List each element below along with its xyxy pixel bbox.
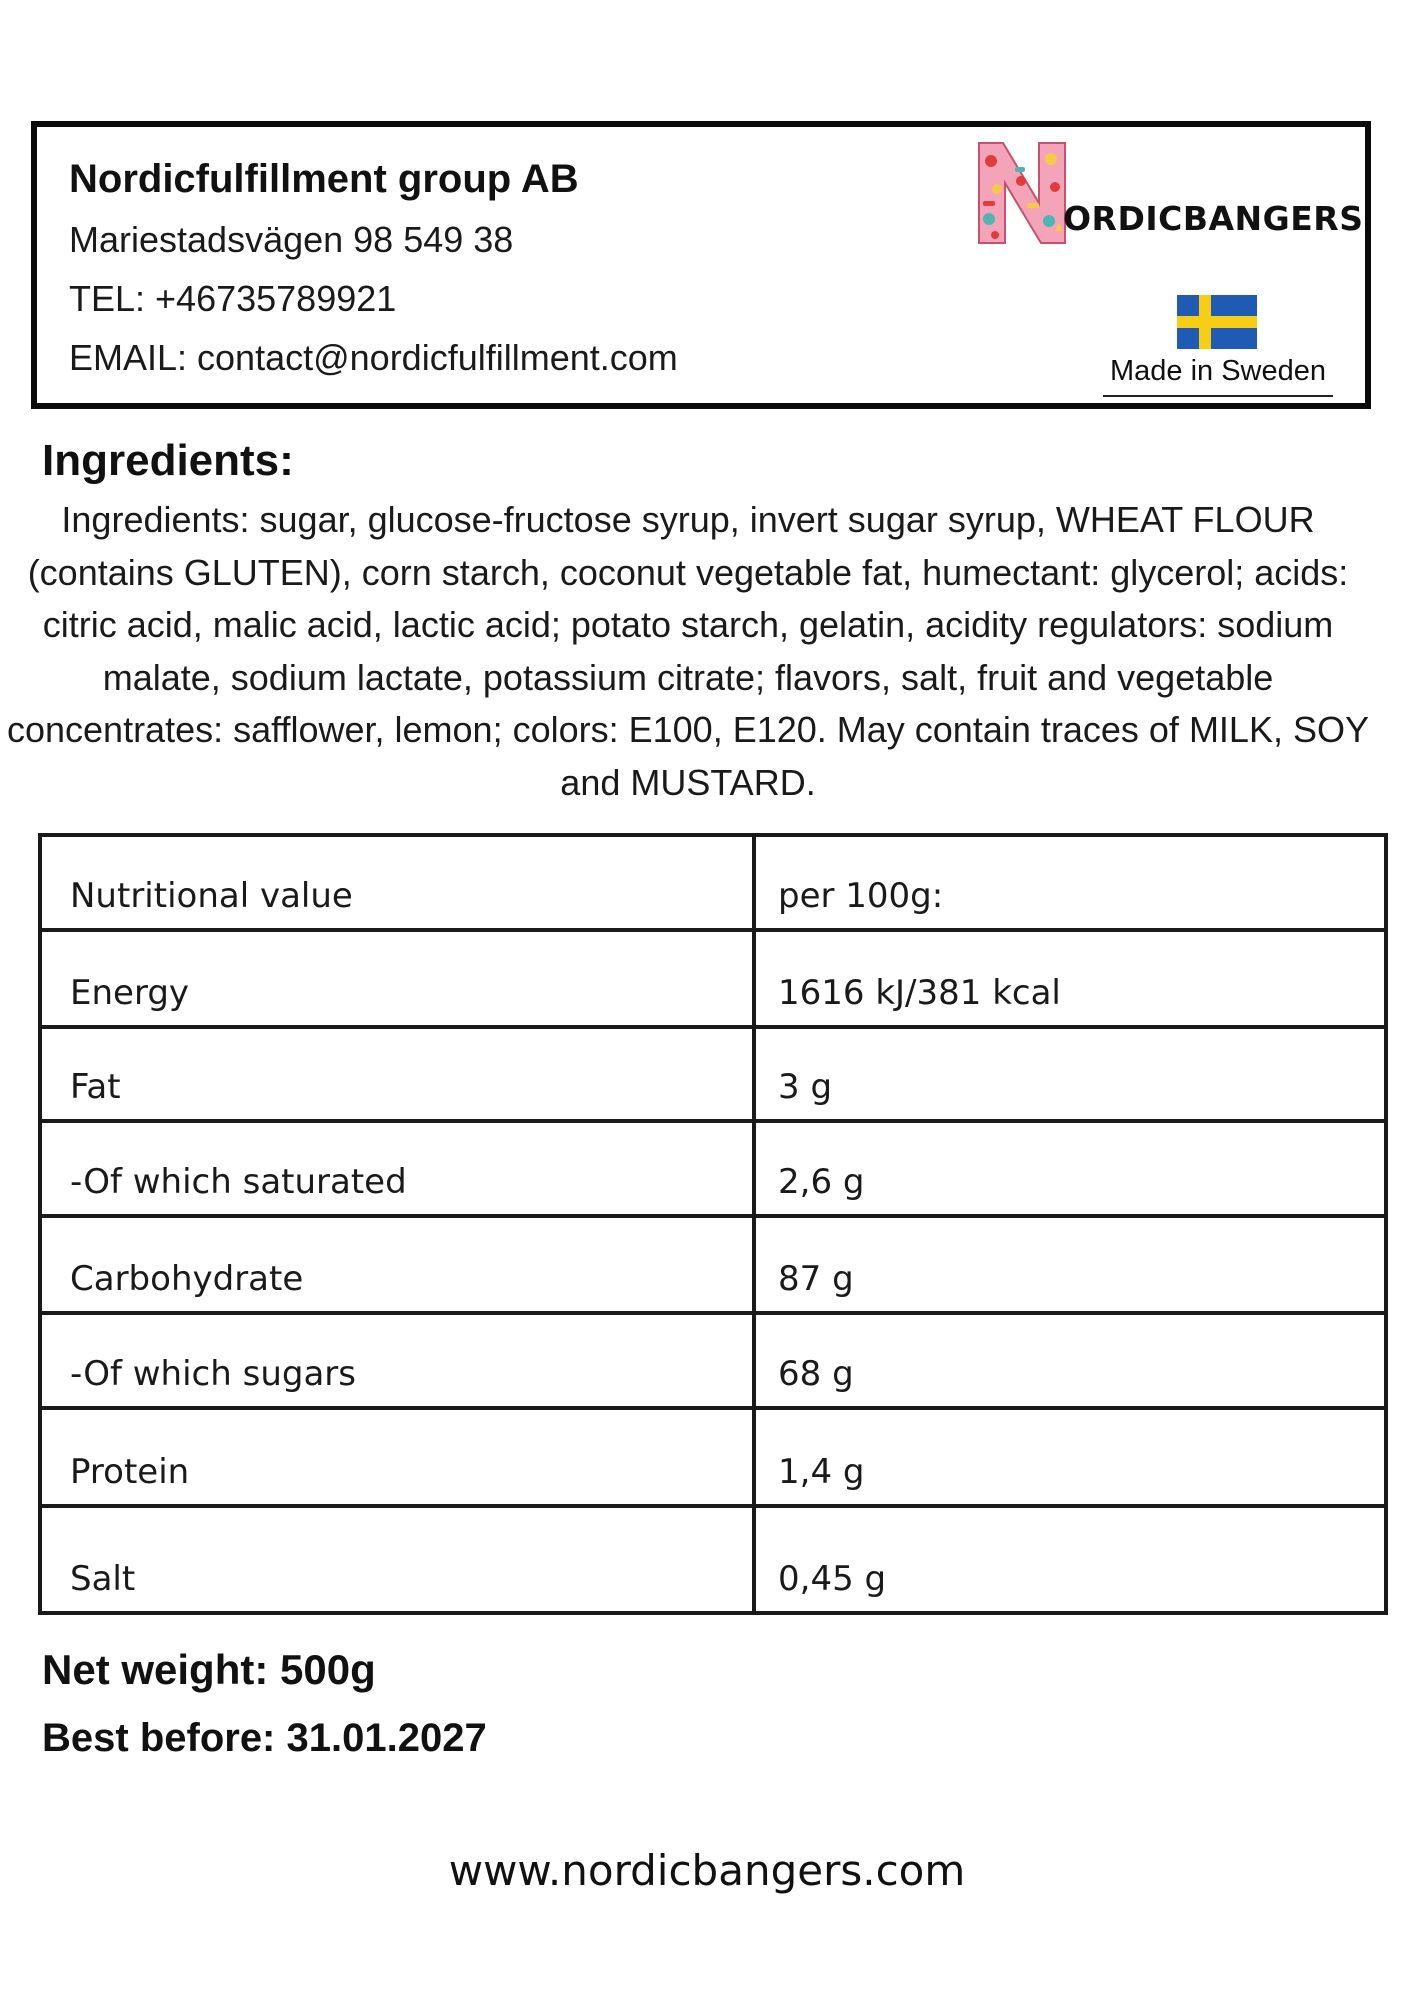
sweden-flag-icon <box>1177 295 1257 349</box>
company-name: Nordicfulfillment group AB <box>69 157 579 201</box>
nutrition-value: 1616 kJ/381 kcal <box>754 930 1386 1027</box>
nutrition-row <box>40 1408 1386 1506</box>
ingredients-text: Ingredients: sugar, glucose-fructose syrup, invert sugar syrup, WHEAT FLOUR (contains GLUTEN), corn starch, coconut vegetable fat, humectant: glycerol; acids: citric acid, malic acid, lactic acid; potato starch, gelatin, acidity regulators: sodium malate, sodium lactate, potassium citrate; flavors, salt, fruit and vegetable concentrates: safflower, lemon; colors: E100, E120. May contain traces of MILK, SOY and MUSTARD. <box>6 499 1369 803</box>
nutrition-label: Fat <box>40 1027 754 1121</box>
nutrition-value: 68 g <box>754 1313 1386 1408</box>
nutrition-label: Carbohydrate <box>40 1216 754 1313</box>
company-address: Mariestadsvägen 98 549 38 <box>69 219 514 260</box>
best-before-date: Best before: 31.01.2027 <box>42 1716 487 1760</box>
nutrition-label: Protein <box>40 1408 754 1506</box>
nutrition-label: Energy <box>40 930 754 1027</box>
ingredients-heading: Ingredients: <box>42 436 294 485</box>
logo-wordmark: ORDICBANGERS <box>1063 199 1364 238</box>
made-in-underline <box>1103 395 1333 397</box>
nutrition-row <box>40 1121 1386 1216</box>
company-phone: TEL: +46735789921 <box>69 278 397 319</box>
nutrition-value: per 100g: <box>754 835 1386 930</box>
nutrition-row <box>40 1313 1386 1408</box>
nutrition-value: 1,4 g <box>754 1408 1386 1506</box>
company-info-box <box>31 121 1371 409</box>
candy-letter-n-icon <box>977 141 1073 245</box>
nutrition-row <box>40 1216 1386 1313</box>
nutrition-value: 2,6 g <box>754 1121 1386 1216</box>
net-weight: Net weight: 500g <box>42 1646 376 1693</box>
nutrition-value: 3 g <box>754 1027 1386 1121</box>
nordicbangers-logo <box>977 141 1367 251</box>
nutrition-label: -Of which saturated <box>40 1121 754 1216</box>
nutrition-row <box>40 1027 1386 1121</box>
nutrition-row <box>40 1506 1386 1613</box>
company-email: EMAIL: contact@nordicfulfillment.com <box>69 337 678 378</box>
nutrition-row <box>40 930 1386 1027</box>
nutrition-table <box>38 833 1388 1615</box>
nutrition-value: 0,45 g <box>754 1506 1386 1613</box>
nutrition-header-row <box>40 835 1386 930</box>
nutrition-label: Nutritional value <box>40 835 754 930</box>
nutrition-value: 87 g <box>754 1216 1386 1313</box>
nutrition-label: Salt <box>40 1506 754 1613</box>
made-in-sweden-label: Made in Sweden <box>1109 355 1327 387</box>
website-url: www.nordicbangers.com <box>448 1846 966 1895</box>
nutrition-label: -Of which sugars <box>40 1313 754 1408</box>
